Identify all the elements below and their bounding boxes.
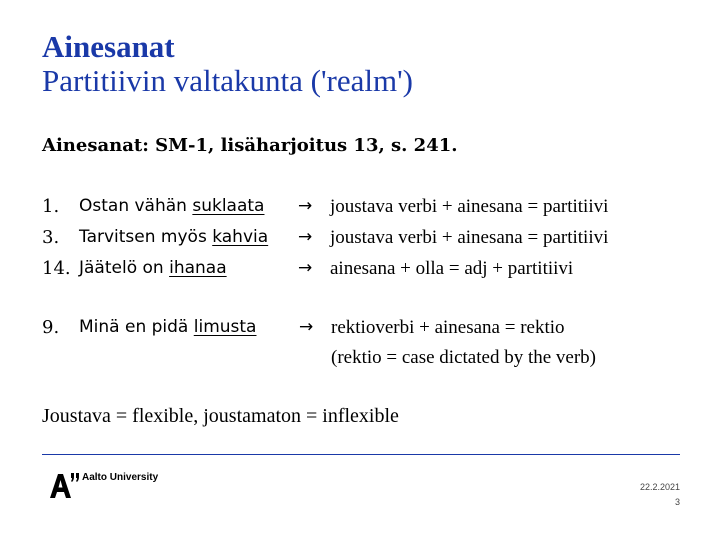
grammar-rule: ainesana + olla = adj + partitiivi (330, 258, 574, 279)
underlined-word: limusta (193, 317, 257, 337)
title-line-2: Partitiivin valtakunta ('realm') (42, 63, 414, 98)
grammar-rule: joustava verbi + ainesana = partitiivi (330, 227, 609, 248)
example-sentence: Tarvitsen myös kahvia (79, 227, 269, 247)
grammar-rule: joustava verbi + ainesana = partitiivi (330, 196, 609, 217)
slide-date: 22.2.2021 (639, 482, 680, 492)
example-number: 14. (42, 258, 71, 279)
logo-text: Aalto University (82, 472, 159, 483)
example-sentence: Jäätelö on ihanaa (79, 258, 227, 278)
page-title (42, 30, 413, 98)
title-line-1: Ainesanat (42, 29, 175, 64)
arrow-icon: → (298, 227, 313, 247)
example-sentence: Ostan vähän suklaata (79, 196, 265, 216)
aalto-logo-icon (50, 470, 80, 500)
arrow-icon: → (298, 258, 313, 278)
grammar-rule-note: (rektio = case dictated by the verb) (331, 347, 596, 368)
footer-divider (42, 454, 680, 455)
vocabulary-note: Joustava = flexible, joustamaton = inflexible (42, 405, 399, 427)
grammar-rule: rektioverbi + ainesana = rektio (331, 317, 565, 338)
arrow-icon: → (298, 196, 313, 216)
underlined-word: kahvia (212, 227, 269, 247)
example-sentence: Minä en pidä limusta (79, 317, 257, 337)
example-number: 3. (42, 227, 60, 248)
example-number: 9. (42, 317, 60, 338)
underlined-word: ihanaa (169, 258, 227, 278)
example-number: 1. (42, 196, 60, 217)
exercise-reference: Ainesanat: SM-1, lisäharjoitus 13, s. 241. (42, 135, 458, 156)
underlined-word: suklaata (192, 196, 265, 216)
arrow-icon: → (299, 317, 314, 337)
slide-number: 3 (674, 497, 680, 507)
